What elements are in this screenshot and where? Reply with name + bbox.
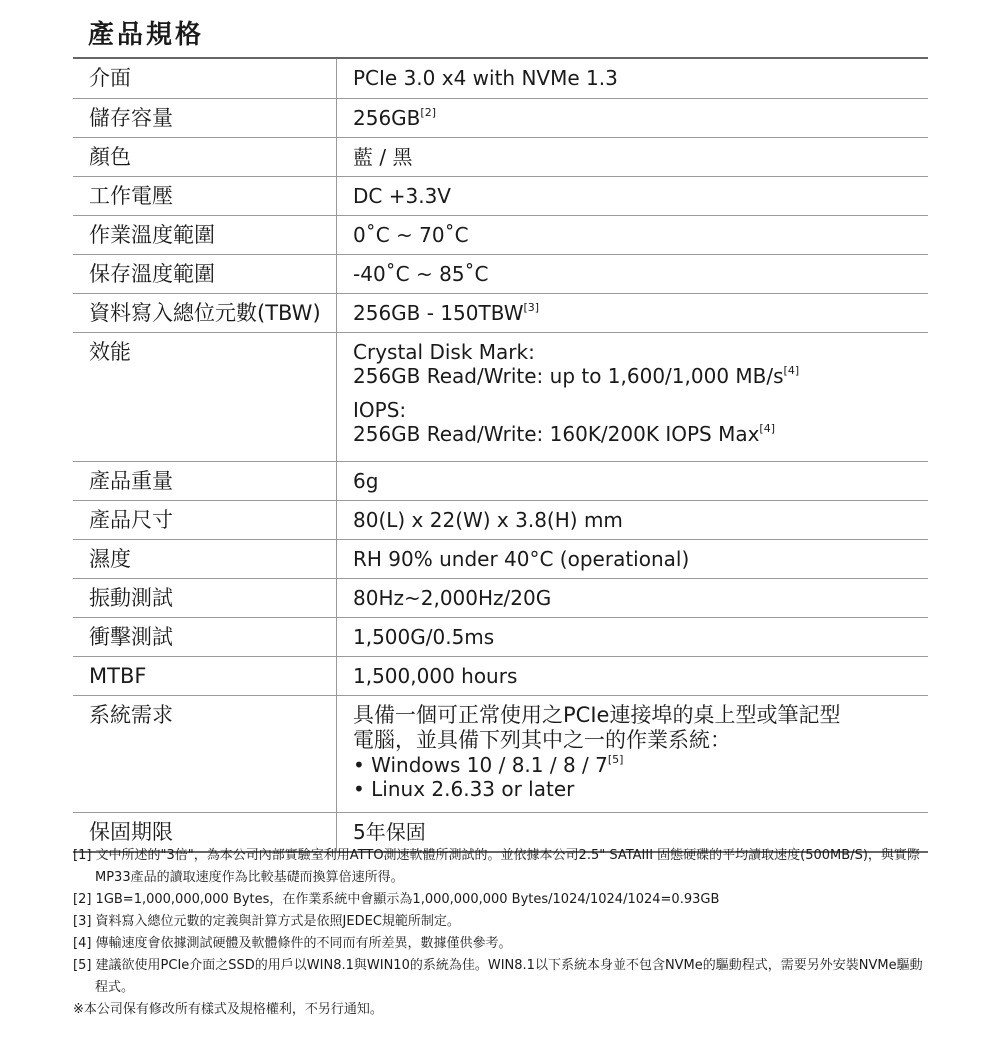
spec-key: MTBF xyxy=(73,657,337,695)
spec-key: 顏色 xyxy=(73,138,337,176)
footnote: [5] 建議欲使用PCIe介面之SSD的用戶以WIN8.1與WIN10的系統為佳。WIN8.1以下系統本身並不包含NVMe的驅動程式，需要另外安裝NVMe驅動程式。 xyxy=(73,958,923,995)
performance-block: Crystal Disk Mark: 256GB Read/Write: up to 1,600/1,000 MB/s[4] xyxy=(353,340,800,388)
table-row xyxy=(73,333,928,462)
table-row xyxy=(73,216,928,255)
spec-value xyxy=(337,333,928,461)
spec-value: 1,500G/0.5ms xyxy=(353,625,495,649)
spec-key: 效能 xyxy=(73,333,337,461)
spec-key: 系統需求 xyxy=(73,696,337,812)
spec-key: 濕度 xyxy=(73,540,337,578)
spec-key: 產品尺寸 xyxy=(73,501,337,539)
footnote: [4] 傳輸速度會依據測試硬體及軟體條件的不同而有所差異，數據僅供參考。 xyxy=(73,936,512,951)
table-row xyxy=(73,138,928,177)
table-row xyxy=(73,540,928,579)
spec-value: 256GB - 150TBW[3] xyxy=(353,301,540,325)
spec-key: 產品重量 xyxy=(73,462,337,500)
footnote: [2] 1GB=1,000,000,000 Bytes，在作業系統中會顯示為1,000,000,000 Bytes/1024/1024/1024=0.93GB xyxy=(73,892,720,907)
spec-value: RH 90% under 40°C (operational) xyxy=(353,547,690,571)
footnote-ref: [5] xyxy=(607,753,624,766)
spec-value: 5年保固 xyxy=(353,820,426,844)
spec-key: 作業溫度範圍 xyxy=(73,216,337,254)
footnote: [1] 文中所述的"3倍"，為本公司內部實驗室利用ATTO測速軟體所測試的。並依據本公司2.5" SATAIII 固態硬碟的平均讀取速度(500MB/S)，與實際MP33產品的讀取速度作為比較基礎而換算倍速所得。 xyxy=(73,848,920,885)
table-row xyxy=(73,579,928,618)
spec-value: -40˚C ~ 85˚C xyxy=(353,262,489,286)
spec-key: 保存溫度範圍 xyxy=(73,255,337,293)
spec-key: 振動測試 xyxy=(73,579,337,617)
spec-key: 儲存容量 xyxy=(73,99,337,137)
spec-value: DC +3.3V xyxy=(353,184,451,208)
footnote: [3] 資料寫入總位元數的定義與計算方式是依照JEDEC規範所制定。 xyxy=(73,914,460,929)
footnote-ref: [4] xyxy=(783,364,800,377)
page-title: 產品規格 xyxy=(88,20,205,50)
spec-key: 衝擊測試 xyxy=(73,618,337,656)
spec-key: 保固期限 xyxy=(73,813,337,851)
table-row xyxy=(73,59,928,99)
disclaimer: ※本公司保有修改所有樣式及規格權利，不另行通知。 xyxy=(73,1002,383,1017)
spec-value: 1,500,000 hours xyxy=(353,664,518,688)
table-row xyxy=(73,657,928,696)
table-row xyxy=(73,501,928,540)
spec-key: 資料寫入總位元數(TBW) xyxy=(73,294,337,332)
spec-value: 具備一個可正常使用之PCIe連接埠的桌上型或筆記型 電腦，並具備下列其中之一的作業系統： • Windows 10 / 8.1 / 8 / 7[5] • Linux 2.6.33 or later xyxy=(337,696,928,812)
table-row xyxy=(73,177,928,216)
spec-value: 藍 / 黑 xyxy=(353,145,413,169)
footnote-ref: [4] xyxy=(759,422,776,435)
spec-key: 介面 xyxy=(73,59,337,98)
table-row xyxy=(73,255,928,294)
footnote-ref: [3] xyxy=(523,301,540,314)
spec-key: 工作電壓 xyxy=(73,177,337,215)
footnotes xyxy=(73,845,933,1021)
spec-value: 6g xyxy=(353,469,379,493)
spec-value: 80(L) x 22(W) x 3.8(H) mm xyxy=(353,508,623,532)
table-row xyxy=(73,294,928,333)
spec-table xyxy=(73,57,928,853)
table-row xyxy=(73,99,928,138)
table-row xyxy=(73,618,928,657)
footnote-ref: [2] xyxy=(420,106,436,119)
spec-value: PCIe 3.0 x4 with NVMe 1.3 xyxy=(353,66,618,90)
table-row xyxy=(73,462,928,501)
spec-value: 0˚C ~ 70˚C xyxy=(353,223,469,247)
table-row xyxy=(73,696,928,813)
performance-block: IOPS: 256GB Read/Write: 160K/200K IOPS Max[4] xyxy=(353,398,776,446)
os-bullet: • Linux 2.6.33 or later xyxy=(353,777,575,801)
os-bullet: • Windows 10 / 8.1 / 8 / 7[5] xyxy=(353,753,624,777)
spec-value: 256GB[2] xyxy=(353,106,436,130)
spec-value: 80Hz~2,000Hz/20G xyxy=(353,586,552,610)
